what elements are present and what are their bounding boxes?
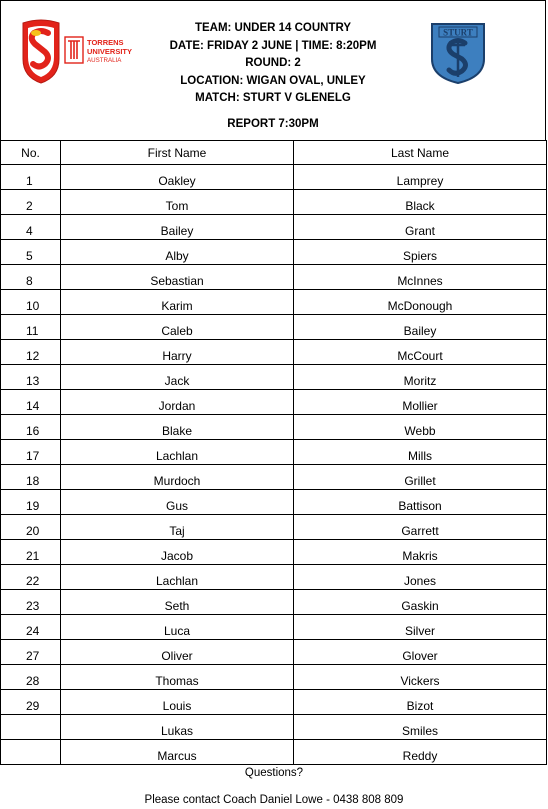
player-first-name: Lachlan [61,565,294,590]
player-last-name: Gaskin [294,590,547,615]
table-row [1,215,547,240]
table-row [1,290,547,315]
table-row [1,565,547,590]
table-row [1,715,547,740]
player-last-name: Moritz [294,365,547,390]
player-number: 21 [1,540,61,565]
table-row [1,440,547,465]
table-row [1,390,547,415]
player-first-name: Jack [61,365,294,390]
player-number: 13 [1,365,61,390]
player-last-name: McDonough [294,290,547,315]
table-row [1,590,547,615]
player-last-name: Reddy [294,740,547,765]
player-last-name: Grant [294,215,547,240]
sturt-crest-icon [429,21,487,85]
player-number: 28 [1,665,61,690]
player-last-name: Grillet [294,465,547,490]
table-row [1,540,547,565]
player-first-name: Murdoch [61,465,294,490]
player-first-name: Thomas [61,665,294,690]
table-row [1,515,547,540]
player-number: 27 [1,640,61,665]
player-number: 14 [1,390,61,415]
table-row [1,240,547,265]
table-row [1,690,547,715]
player-first-name: Bailey [61,215,294,240]
player-number: 1 [1,165,61,190]
player-last-name: McCourt [294,340,547,365]
table-row [1,340,547,365]
player-first-name: Louis [61,690,294,715]
location-line: LOCATION: WIGAN OVAL, UNLEY [180,74,366,87]
player-first-name: Jordan [61,390,294,415]
sponsor-word-1: TORRENS [87,38,124,47]
player-last-name: Smiles [294,715,547,740]
player-number: 20 [1,515,61,540]
player-first-name: Jacob [61,540,294,565]
player-number [1,715,61,740]
player-number: 8 [1,265,61,290]
match-line: MATCH: STURT V GLENELG [195,92,351,104]
player-number: 12 [1,340,61,365]
player-last-name: Battison [294,490,547,515]
player-last-name: Jones [294,565,547,590]
player-last-name: Lamprey [294,165,547,190]
player-last-name: Black [294,190,547,215]
coach-contact: Please contact Coach Daniel Lowe - 0438 808 809 [144,794,404,806]
table-row [1,740,547,765]
player-first-name: Gus [61,490,294,515]
player-first-name: Lachlan [61,440,294,465]
table-row [1,315,547,340]
player-number: 22 [1,565,61,590]
player-last-name: Bailey [294,315,547,340]
player-first-name: Harry [61,340,294,365]
table-row [1,640,547,665]
table-row [1,165,547,190]
player-first-name: Taj [61,515,294,540]
header-first-name: First Name [61,141,294,165]
questions-text: Questions? [244,767,304,779]
player-first-name: Luca [61,615,294,640]
sponsor-word-2: UNIVERSITY [87,47,133,56]
player-number: 10 [1,290,61,315]
player-number: 2 [1,190,61,215]
header-number: No. [1,141,61,165]
player-first-name: Marcus [61,740,294,765]
player-last-name: Bizot [294,690,547,715]
player-number: 11 [1,315,61,340]
table-row [1,190,547,215]
player-last-name: Spiers [294,240,547,265]
player-first-name: Oliver [61,640,294,665]
table-row [1,665,547,690]
player-last-name: McInnes [294,265,547,290]
table-row [1,265,547,290]
player-first-name: Karim [61,290,294,315]
table-row [1,365,547,390]
player-number: 4 [1,215,61,240]
player-last-name: Webb [294,415,547,440]
report-time: REPORT 7:30PM [227,118,319,130]
roster-body [1,165,547,765]
player-first-name: Lukas [61,715,294,740]
player-number: 23 [1,590,61,615]
player-first-name: Sebastian [61,265,294,290]
player-first-name: Alby [61,240,294,265]
table-row [1,415,547,440]
header-last-name: Last Name [294,141,547,165]
player-last-name: Mollier [294,390,547,415]
table-row [1,615,547,640]
player-number: 5 [1,240,61,265]
player-number: 29 [1,690,61,715]
player-last-name: Glover [294,640,547,665]
sponsor-word-3: AUSTRALIA [87,57,122,64]
player-last-name: Vickers [294,665,547,690]
round-line: ROUND: 2 [245,57,301,69]
club-logo [429,21,487,85]
player-number [1,740,61,765]
player-first-name: Caleb [61,315,294,340]
player-last-name: Makris [294,540,547,565]
table-header-row [1,141,547,165]
player-number: 19 [1,490,61,515]
player-last-name: Mills [294,440,547,465]
team-line: TEAM: UNDER 14 COUNTRY [194,22,352,34]
player-last-name: Garrett [294,515,547,540]
player-number: 17 [1,440,61,465]
player-number: 16 [1,415,61,440]
team-roster-table [0,140,547,765]
table-row [1,465,547,490]
table-row [1,490,547,515]
date-time-line: DATE: FRIDAY 2 JUNE | TIME: 8:20PM [169,39,377,52]
sheet-header [0,0,546,140]
player-first-name: Seth [61,590,294,615]
player-first-name: Oakley [61,165,294,190]
player-first-name: Blake [61,415,294,440]
crest-label: STURT [443,27,473,38]
player-number: 24 [1,615,61,640]
player-first-name: Tom [61,190,294,215]
player-number: 18 [1,465,61,490]
player-last-name: Silver [294,615,547,640]
